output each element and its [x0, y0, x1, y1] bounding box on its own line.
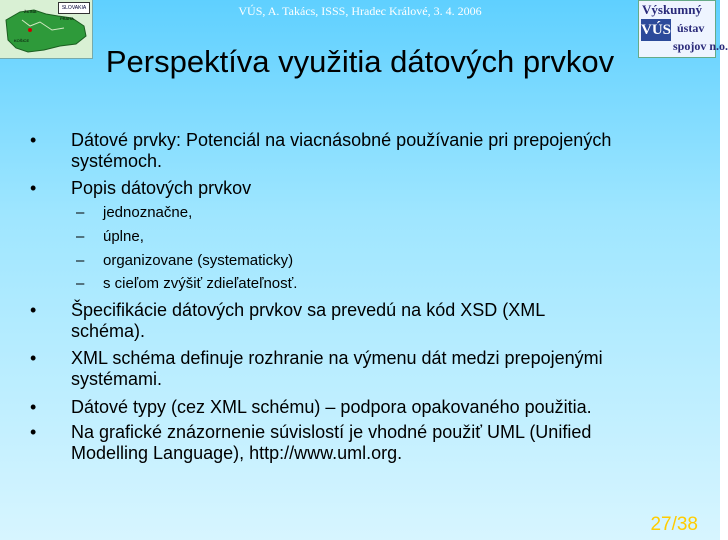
bullet-marker: •: [30, 422, 37, 442]
bullet-line: XML schéma definuje rozhranie na výmenu dát medzi prepojenými: [71, 348, 603, 368]
logo-line-1: Výskumný: [642, 2, 702, 17]
slide-title: Perspektíva využitia dátových prvkov: [105, 44, 615, 79]
sub-item-text: s cieľom zvýšiť zdieľateľnosť.: [103, 275, 298, 292]
sub-item-text: jednoznačne,: [103, 204, 193, 221]
slovakia-label: SLOVAKIA: [58, 2, 90, 14]
bullet-text: [71, 130, 681, 172]
bullet-line: Popis dátových prvkov: [71, 178, 252, 198]
vus-mark-icon: VÚS: [641, 19, 671, 41]
bullet-text: [71, 178, 681, 199]
sub-item-text: organizovane (systematicky): [103, 252, 294, 269]
slide-header: VÚS, A. Takács, ISSS, Hradec Králové, 3. 4. 2006: [238, 4, 482, 18]
bullet-marker: •: [30, 178, 37, 198]
bullet-marker: •: [30, 130, 37, 150]
bullet-line: Dátové prvky: Potenciál na viacnásobné používanie pri prepojených: [71, 130, 612, 150]
bullet-marker: •: [30, 397, 37, 417]
map-label-zilina: ŽILINA: [24, 9, 37, 14]
dash-marker: –: [76, 228, 85, 245]
logo-line-2: ústav: [677, 21, 705, 35]
map-label-praha: PRAHA: [60, 16, 74, 21]
bullet-line: systémoch.: [71, 151, 163, 171]
page-number: 27/38: [650, 514, 698, 535]
bullet-text: [71, 348, 681, 390]
bullet-text: [71, 422, 681, 464]
bullet-text: [71, 397, 681, 418]
bullet-line: schéma).: [71, 321, 146, 341]
bullet-line: Dátové typy (cez XML schému) – podpora opakovaného použitia.: [71, 397, 592, 417]
dash-marker: –: [76, 275, 85, 292]
bullet-line: systémami.: [71, 369, 163, 389]
bullet-marker: •: [30, 300, 37, 320]
bullet-text: [71, 300, 681, 342]
logo-line-3: spojov n.o.: [673, 39, 728, 53]
sub-item-text: úplne,: [103, 228, 144, 245]
bullet-line: Špecifikácie dátových prvkov sa prevedú na kód XSD (XML: [71, 300, 546, 320]
bullet-marker: •: [30, 348, 37, 368]
dash-marker: –: [76, 204, 85, 221]
bullet-line: Modelling Language), http://www.uml.org.: [71, 443, 403, 463]
map-label-kosice: KOŠICE: [14, 38, 30, 43]
dash-marker: –: [76, 252, 85, 269]
bullet-line: Na grafické znázornenie súvislostí je vhodné použiť UML (Unified: [71, 422, 592, 442]
